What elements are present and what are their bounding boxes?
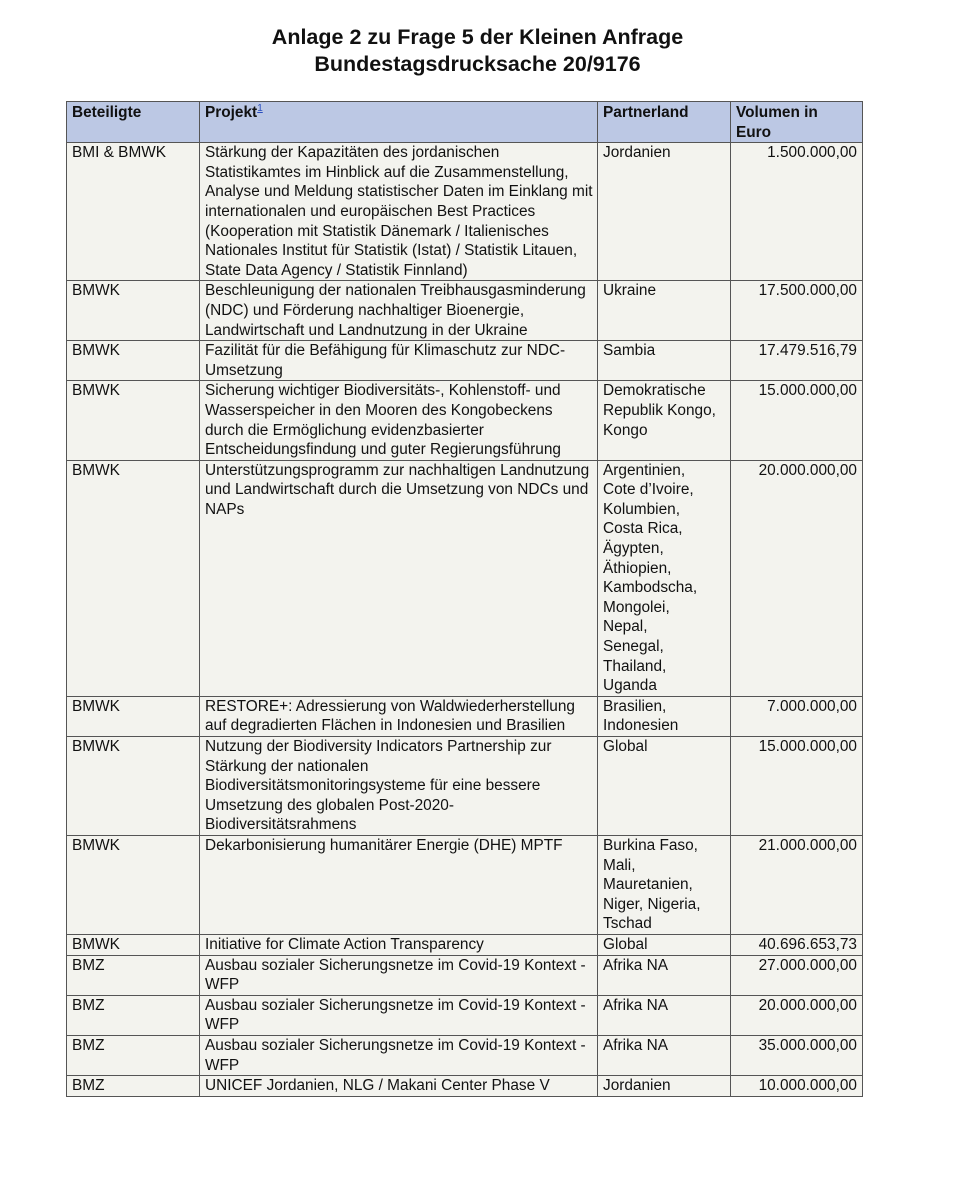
cell-projekt: Nutzung der Biodiversity Indicators Partnership zur Stärkung der nationalen Biodiversitätsmonitoringsysteme für eine bessere Umsetzung des globalen Post-2020-Biodiversitätsrahmens xyxy=(200,737,598,836)
cell-volumen: 15.000.000,00 xyxy=(731,737,863,836)
cell-projekt: Ausbau sozialer Sicherungsnetze im Covid-19 Kontext - WFP xyxy=(200,1035,598,1075)
header-partnerland: Partnerland xyxy=(598,102,731,143)
cell-partnerland: Afrika NA xyxy=(598,955,731,995)
table-row xyxy=(67,934,863,955)
cell-beteiligte: BMWK xyxy=(67,460,200,696)
cell-beteiligte: BMWK xyxy=(67,341,200,381)
table-row xyxy=(67,737,863,836)
table-row xyxy=(67,835,863,934)
cell-volumen: 7.000.000,00 xyxy=(731,696,863,736)
cell-projekt: Fazilität für die Befähigung für Klimaschutz zur NDC-Umsetzung xyxy=(200,341,598,381)
cell-projekt: UNICEF Jordanien, NLG / Makani Center Phase V xyxy=(200,1076,598,1097)
cell-projekt: Dekarbonisierung humanitärer Energie (DHE) MPTF xyxy=(200,835,598,934)
cell-partnerland: Afrika NA xyxy=(598,995,731,1035)
cell-beteiligte: BMWK xyxy=(67,737,200,836)
header-beteiligte: Beteiligte xyxy=(67,102,200,143)
header-projekt xyxy=(200,102,598,143)
footnote-link[interactable]: 1 xyxy=(257,102,263,114)
table-row xyxy=(67,1035,863,1075)
header-volumen: Volumen in Euro xyxy=(731,102,863,143)
cell-projekt: Ausbau sozialer Sicherungsnetze im Covid-19 Kontext - WFP xyxy=(200,995,598,1035)
cell-partnerland: Global xyxy=(598,737,731,836)
cell-beteiligte: BMZ xyxy=(67,955,200,995)
title-line-1: Anlage 2 zu Frage 5 der Kleinen Anfrage xyxy=(271,25,684,49)
table-row xyxy=(67,995,863,1035)
cell-beteiligte: BMWK xyxy=(67,281,200,341)
cell-beteiligte: BMI & BMWK xyxy=(67,143,200,281)
project-table xyxy=(66,101,863,1097)
cell-partnerland: Demokratische Republik Kongo, Kongo xyxy=(598,381,731,460)
cell-partnerland: Burkina Faso, Mali, Mauretanien, Niger, Nigeria, Tschad xyxy=(598,835,731,934)
cell-partnerland: Ukraine xyxy=(598,281,731,341)
cell-projekt: Initiative for Climate Action Transparency xyxy=(200,934,598,955)
cell-beteiligte: BMWK xyxy=(67,381,200,460)
cell-volumen: 10.000.000,00 xyxy=(731,1076,863,1097)
header-projekt-label: Projekt xyxy=(205,104,258,121)
table-row xyxy=(67,281,863,341)
cell-volumen: 21.000.000,00 xyxy=(731,835,863,934)
cell-partnerland: Jordanien xyxy=(598,143,731,281)
table-row xyxy=(67,381,863,460)
cell-beteiligte: BMWK xyxy=(67,835,200,934)
cell-partnerland: Argentinien, Cote d’Ivoire, Kolumbien, Costa Rica, Ägypten, Äthiopien, Kambodscha, Mongolei, Nepal, Senegal, Thailand, Uganda xyxy=(598,460,731,696)
cell-projekt: Unterstützungsprogramm zur nachhaltigen Landnutzung und Landwirtschaft durch die Umsetzung von NDCs und NAPs xyxy=(200,460,598,696)
cell-volumen: 15.000.000,00 xyxy=(731,381,863,460)
title-line-2: Bundestagsdrucksache 20/9176 xyxy=(314,52,641,76)
cell-projekt: Sicherung wichtiger Biodiversitäts-, Kohlenstoff- und Wasserspeicher in den Mooren des Kongobeckens durch die Ermöglichung evidenzbasierter Entscheidungsfindung und guter Regierungsführung xyxy=(200,381,598,460)
cell-partnerland: Jordanien xyxy=(598,1076,731,1097)
cell-volumen: 20.000.000,00 xyxy=(731,460,863,696)
cell-partnerland: Afrika NA xyxy=(598,1035,731,1075)
cell-beteiligte: BMWK xyxy=(67,696,200,736)
cell-volumen: 20.000.000,00 xyxy=(731,995,863,1035)
cell-beteiligte: BMWK xyxy=(67,934,200,955)
cell-partnerland: Sambia xyxy=(598,341,731,381)
cell-volumen: 35.000.000,00 xyxy=(731,1035,863,1075)
table-row xyxy=(67,696,863,736)
document-title xyxy=(0,24,955,78)
cell-projekt: Stärkung der Kapazitäten des jordanischen Statistikamtes im Hinblick auf die Zusammenstellung, Analyse und Meldung statistischer Daten im Einklang mit internationalen und europäischen Best Practices (Kooperation mit Statistik Dänemark / Italienisches Nationales Institut für Statistik (Istat) / Statistik Litauen, State Data Agency / Statistik Finnland) xyxy=(200,143,598,281)
cell-projekt: Ausbau sozialer Sicherungsnetze im Covid-19 Kontext - WFP xyxy=(200,955,598,995)
cell-partnerland: Brasilien, Indonesien xyxy=(598,696,731,736)
cell-beteiligte: BMZ xyxy=(67,1035,200,1075)
cell-projekt: Beschleunigung der nationalen Treibhausgasminderung (NDC) und Förderung nachhaltiger Bioenergie, Landwirtschaft und Landnutzung in der Ukraine xyxy=(200,281,598,341)
cell-projekt: RESTORE+: Adressierung von Waldwiederherstellung auf degradierten Flächen in Indonesien und Brasilien xyxy=(200,696,598,736)
cell-partnerland: Global xyxy=(598,934,731,955)
cell-volumen: 1.500.000,00 xyxy=(731,143,863,281)
table-row xyxy=(67,341,863,381)
cell-beteiligte: BMZ xyxy=(67,1076,200,1097)
table-row xyxy=(67,1076,863,1097)
table-row xyxy=(67,143,863,281)
table-row xyxy=(67,460,863,696)
cell-volumen: 27.000.000,00 xyxy=(731,955,863,995)
table-row xyxy=(67,955,863,995)
table-header-row xyxy=(67,102,863,143)
cell-volumen: 17.500.000,00 xyxy=(731,281,863,341)
cell-volumen: 17.479.516,79 xyxy=(731,341,863,381)
cell-volumen: 40.696.653,73 xyxy=(731,934,863,955)
cell-beteiligte: BMZ xyxy=(67,995,200,1035)
